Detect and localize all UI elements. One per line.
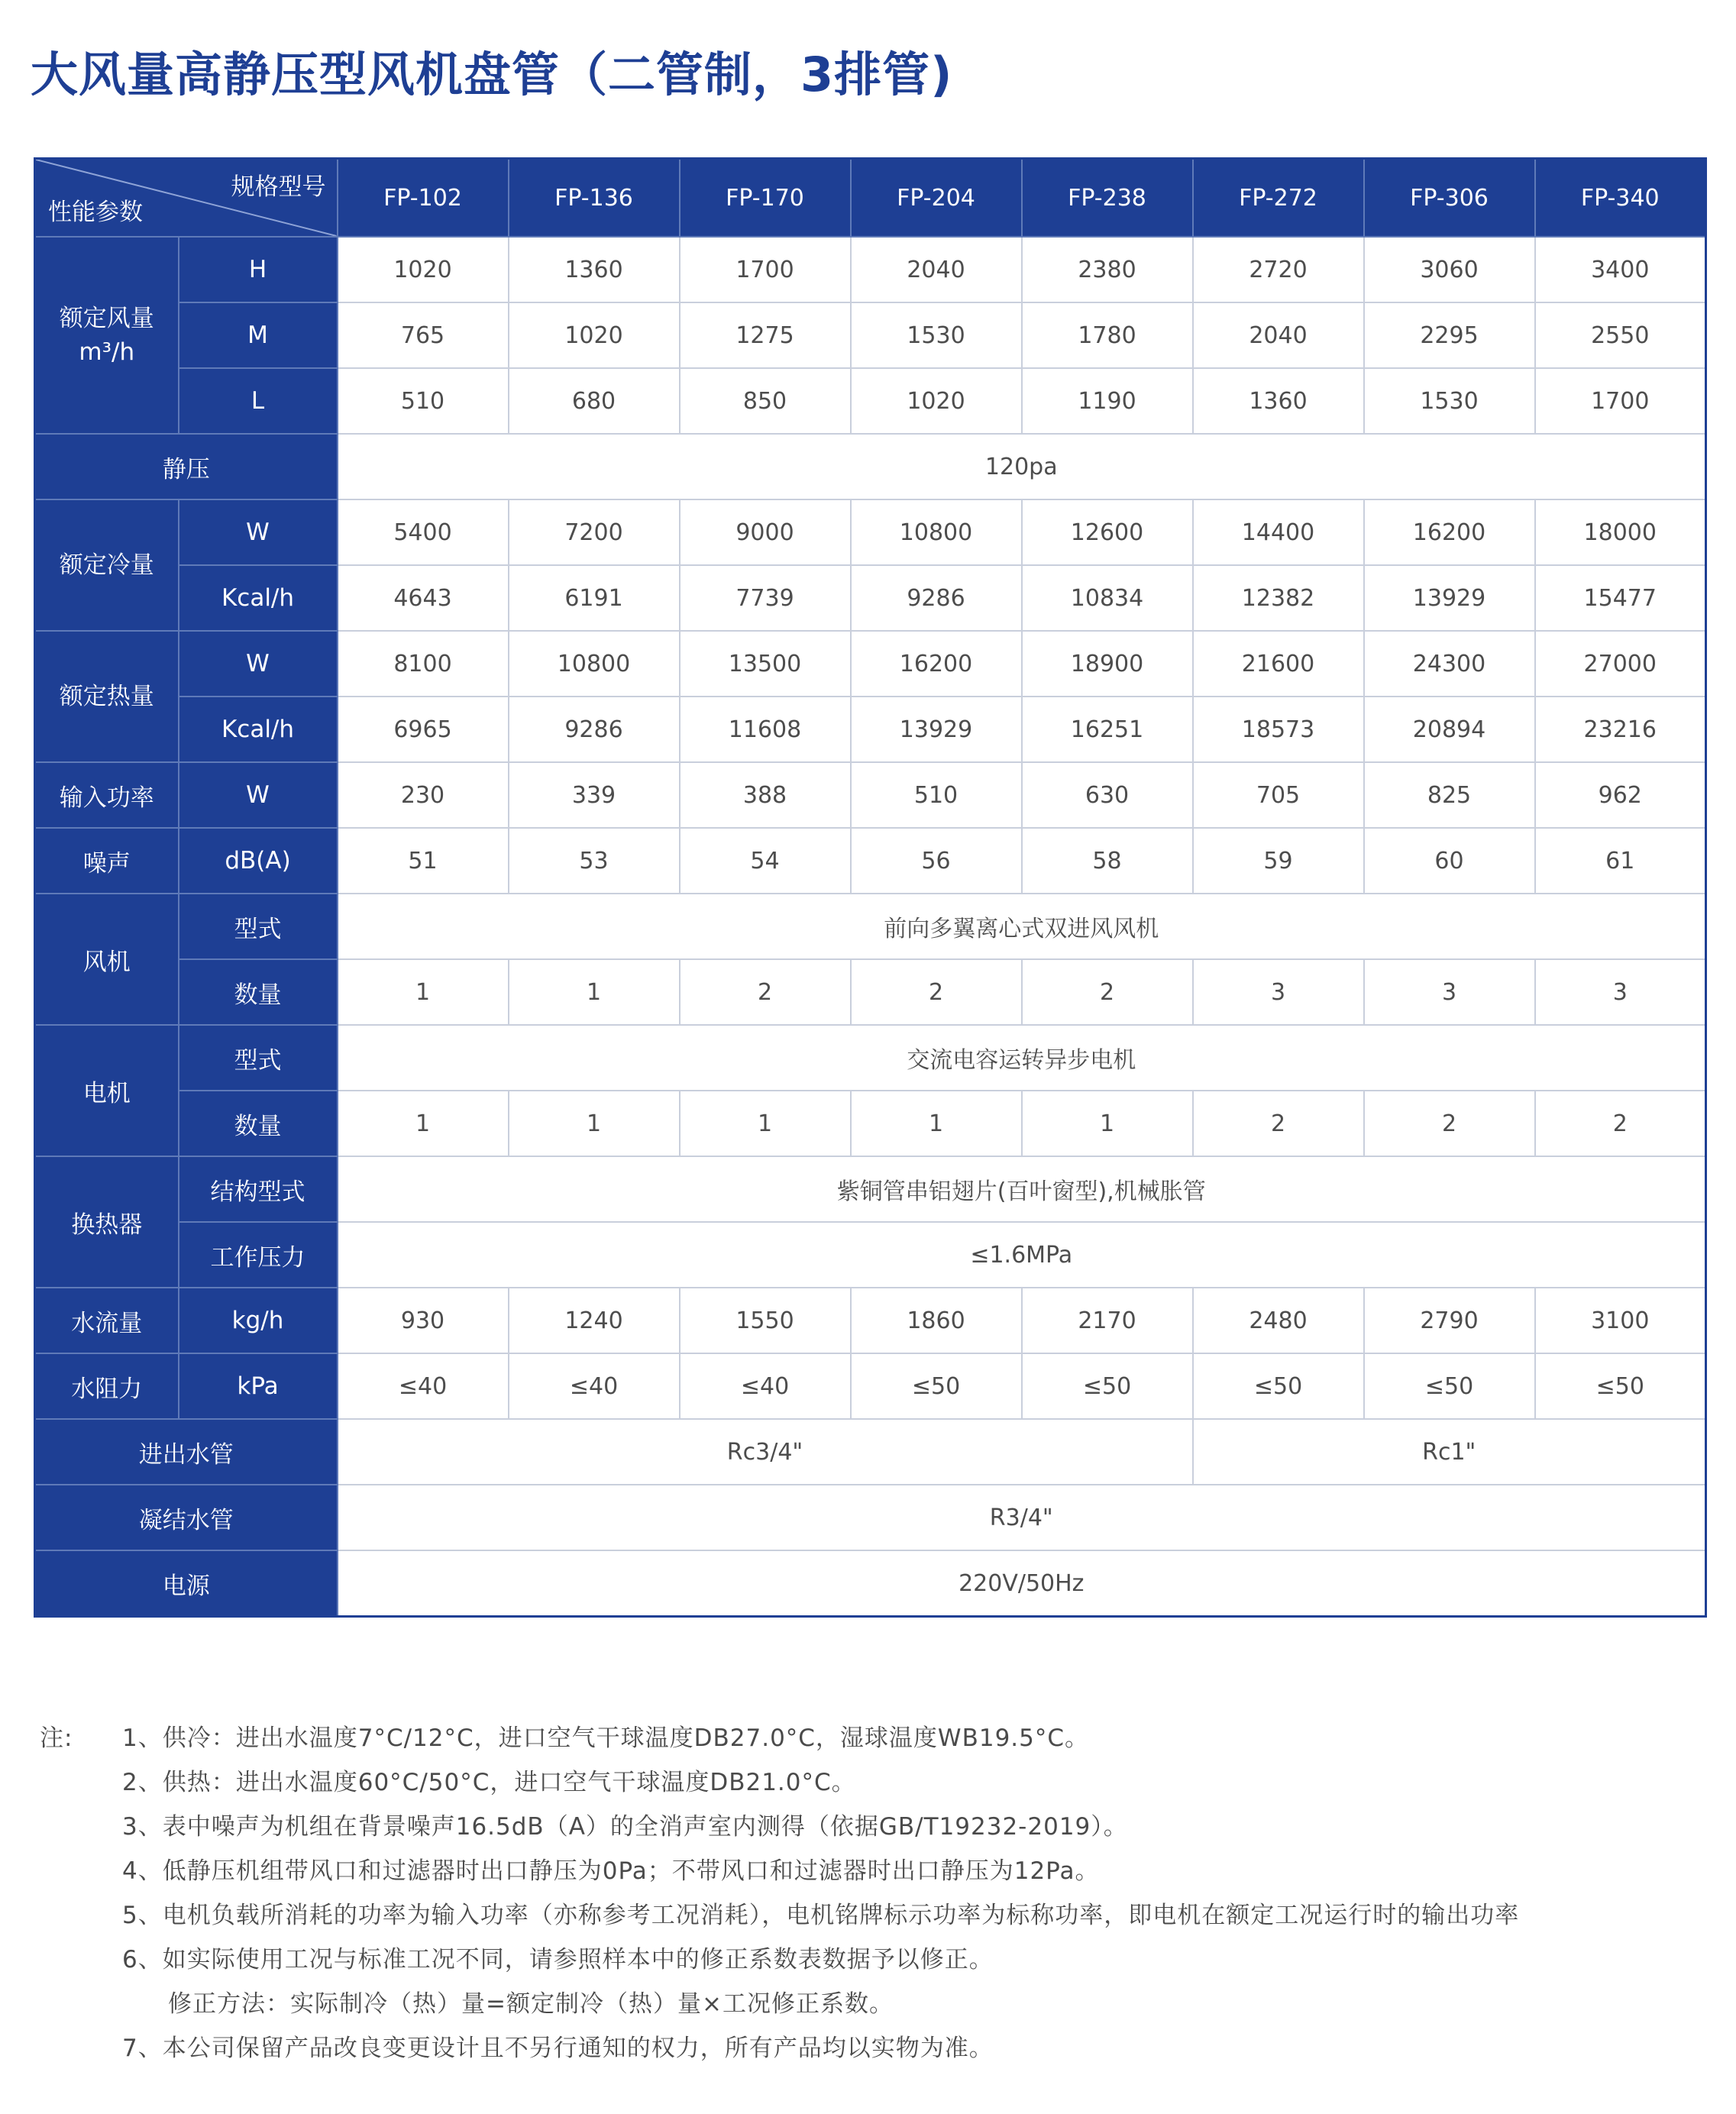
table-row [35, 697, 1706, 762]
heating-label: 额定热量 [35, 631, 179, 762]
note-line: 3、表中噪声为机组在背景噪声16.5dB（A）的全消声室内测得（依据GB/T19232-2019）。 [122, 1813, 1128, 1841]
pipe-value: Rc3/4" [338, 1419, 1193, 1485]
note-line: 修正方法：实际制冷（热）量=额定制冷（热）量×工况修正系数。 [168, 1990, 894, 2018]
power-value: 510 [851, 762, 1022, 828]
power-value: 962 [1535, 762, 1706, 828]
water_resistance-value: ≤50 [1193, 1353, 1364, 1419]
motor-qty-value: 1 [338, 1091, 509, 1156]
fan-qty-value: 3 [1535, 959, 1706, 1025]
corner-header [35, 159, 338, 238]
airflow-value: 2550 [1535, 302, 1706, 368]
airflow-value: 1020 [509, 302, 680, 368]
airflow-value: 1530 [1364, 368, 1535, 434]
corner-label-model: 规格型号 [231, 173, 326, 201]
model-header: FP-102 [338, 159, 509, 238]
header-row [35, 159, 1706, 238]
airflow-label-unit: m³/h [79, 338, 135, 366]
airflow-value: 850 [680, 368, 851, 434]
noise-value: 51 [338, 828, 509, 894]
cooling-value: 10800 [851, 499, 1022, 565]
power-value: 630 [1022, 762, 1193, 828]
heating-value: 24300 [1364, 631, 1535, 697]
cooling-value: 13929 [1364, 565, 1535, 631]
airflow-value: 2380 [1022, 237, 1193, 302]
fan-qty-value: 2 [680, 959, 851, 1025]
notes-label: 注: [40, 1724, 73, 1752]
fan-qty-value: 2 [1022, 959, 1193, 1025]
heating-value: 16200 [851, 631, 1022, 697]
airflow-value: 510 [338, 368, 509, 434]
spec-table [34, 157, 1707, 1618]
motor-label: 电机 [35, 1025, 179, 1156]
motor-qty-value: 1 [509, 1091, 680, 1156]
exchanger-label: 换热器 [35, 1156, 179, 1288]
note-line: 7、本公司保留产品改良变更设计且不另行通知的权力，所有产品均以实物为准。 [122, 2035, 994, 2062]
water_flow-value: 930 [338, 1288, 509, 1353]
water_resistance-value: ≤50 [851, 1353, 1022, 1419]
table-row [35, 631, 1706, 697]
fan-type-label: 型式 [179, 894, 338, 959]
airflow-value: 765 [338, 302, 509, 368]
heating-value: 13929 [851, 697, 1022, 762]
motor-type-value: 交流电容运转异步电机 [338, 1025, 1706, 1091]
water_flow-value: 1240 [509, 1288, 680, 1353]
water_resistance-value: ≤40 [680, 1353, 851, 1419]
cooling-value: 4643 [338, 565, 509, 631]
water_flow-value: 2170 [1022, 1288, 1193, 1353]
model-header: FP-306 [1364, 159, 1535, 238]
heating-value: 18900 [1022, 631, 1193, 697]
water_flow-value: 1550 [680, 1288, 851, 1353]
power_supply-label: 电源 [35, 1550, 338, 1617]
pipe-value: Rc1" [1193, 1419, 1706, 1485]
heating-value: 11608 [680, 697, 851, 762]
noise-value: 54 [680, 828, 851, 894]
cooling-value: 15477 [1535, 565, 1706, 631]
cooling-unit: Kcal/h [179, 565, 338, 631]
fan-qty-value: 3 [1364, 959, 1535, 1025]
cooling-unit: W [179, 499, 338, 565]
water_flow-value: 1860 [851, 1288, 1022, 1353]
heating-value: 13500 [680, 631, 851, 697]
airflow-value: 2295 [1364, 302, 1535, 368]
table-row [35, 499, 1706, 565]
fan-type-value: 前向多翼离心式双进风风机 [338, 894, 1706, 959]
condensate-label: 凝结水管 [35, 1485, 338, 1550]
power-value: 339 [509, 762, 680, 828]
exchanger-struct-value: 紫铜管串铝翅片(百叶窗型),机械胀管 [338, 1156, 1706, 1222]
noise-value: 61 [1535, 828, 1706, 894]
exchanger-pressure-value: ≤1.6MPa [338, 1222, 1706, 1288]
corner-label-params: 性能参数 [48, 199, 143, 226]
note-line: 2、供热：进出水温度60°C/50°C，进口空气干球温度DB21.0°C。 [122, 1769, 856, 1796]
water_resistance-value: ≤50 [1364, 1353, 1535, 1419]
motor-qty-value: 1 [1022, 1091, 1193, 1156]
page-title: 大风量高静压型风机盘管（二管制，3排管) [31, 47, 953, 102]
motor-qty-value: 1 [851, 1091, 1022, 1156]
power-value: 825 [1364, 762, 1535, 828]
airflow-unit: L [179, 368, 338, 434]
motor-type-label: 型式 [179, 1025, 338, 1091]
condensate-value: R3/4" [338, 1485, 1706, 1550]
water_resistance-value: ≤50 [1022, 1353, 1193, 1419]
water_flow-unit: kg/h [179, 1288, 338, 1353]
heating-value: 8100 [338, 631, 509, 697]
airflow-value: 2040 [1193, 302, 1364, 368]
airflow-label-line1: 额定风量 [59, 305, 154, 332]
static-pressure-value: 120pa [338, 434, 1706, 499]
airflow-value: 1190 [1022, 368, 1193, 434]
power-value: 388 [680, 762, 851, 828]
motor-qty-value: 2 [1193, 1091, 1364, 1156]
fan-label: 风机 [35, 894, 179, 1025]
noise-unit: dB(A) [179, 828, 338, 894]
cooling-value: 14400 [1193, 499, 1364, 565]
airflow-value: 1530 [851, 302, 1022, 368]
water_flow-value: 2480 [1193, 1288, 1364, 1353]
note-line: 1、供冷：进出水温度7°C/12°C，进口空气干球温度DB27.0°C，湿球温度WB19.5°C。 [122, 1724, 1090, 1752]
noise-label: 噪声 [35, 828, 179, 894]
model-header: FP-204 [851, 159, 1022, 238]
water_flow-label: 水流量 [35, 1288, 179, 1353]
water_flow-value: 3100 [1535, 1288, 1706, 1353]
airflow-value: 2040 [851, 237, 1022, 302]
heating-value: 21600 [1193, 631, 1364, 697]
airflow-unit: H [179, 237, 338, 302]
water_flow-value: 2790 [1364, 1288, 1535, 1353]
airflow-value: 1700 [1535, 368, 1706, 434]
cooling-value: 12600 [1022, 499, 1193, 565]
airflow-value: 1360 [1193, 368, 1364, 434]
airflow-unit: M [179, 302, 338, 368]
cooling-value: 10834 [1022, 565, 1193, 631]
noise-value: 60 [1364, 828, 1535, 894]
airflow-value: 1360 [509, 237, 680, 302]
motor-qty-value: 2 [1364, 1091, 1535, 1156]
cooling-value: 9000 [680, 499, 851, 565]
power-label: 输入功率 [35, 762, 179, 828]
model-header: FP-170 [680, 159, 851, 238]
table-row [35, 302, 1706, 368]
power_supply-value: 220V/50Hz [338, 1550, 1706, 1617]
water_resistance-value: ≤40 [338, 1353, 509, 1419]
power-value: 230 [338, 762, 509, 828]
fan-qty-value: 1 [338, 959, 509, 1025]
cooling-value: 6191 [509, 565, 680, 631]
fan-qty-value: 1 [509, 959, 680, 1025]
model-header: FP-340 [1535, 159, 1706, 238]
airflow-value: 3060 [1364, 237, 1535, 302]
motor-qty-value: 2 [1535, 1091, 1706, 1156]
fan-qty-label: 数量 [179, 959, 338, 1025]
water_resistance-value: ≤40 [509, 1353, 680, 1419]
airflow-value: 680 [509, 368, 680, 434]
static-pressure-label: 静压 [35, 434, 338, 499]
table-row [35, 368, 1706, 434]
fan-qty-value: 3 [1193, 959, 1364, 1025]
cooling-value: 7739 [680, 565, 851, 631]
cooling-value: 9286 [851, 565, 1022, 631]
exchanger-pressure-label: 工作压力 [179, 1222, 338, 1288]
table-row [35, 565, 1706, 631]
motor-qty-value: 1 [680, 1091, 851, 1156]
noise-value: 53 [509, 828, 680, 894]
airflow-value: 1020 [338, 237, 509, 302]
airflow-value: 2720 [1193, 237, 1364, 302]
cooling-value: 18000 [1535, 499, 1706, 565]
airflow-value: 1020 [851, 368, 1022, 434]
noise-value: 58 [1022, 828, 1193, 894]
cooling-label: 额定冷量 [35, 499, 179, 631]
airflow-label [35, 237, 179, 434]
table-row [35, 237, 1706, 302]
heating-unit: Kcal/h [179, 697, 338, 762]
cooling-value: 5400 [338, 499, 509, 565]
heating-value: 6965 [338, 697, 509, 762]
power-value: 705 [1193, 762, 1364, 828]
note-line: 5、电机负载所消耗的功率为输入功率（亦称参考工况消耗），电机铭牌标示功率为标称功率，即电机在额定工况运行时的输出功率 [122, 1902, 1520, 1929]
note-line: 6、如实际使用工况与标准工况不同，请参照样本中的修正系数表数据予以修正。 [122, 1946, 994, 1973]
heating-value: 9286 [509, 697, 680, 762]
noise-value: 59 [1193, 828, 1364, 894]
heating-value: 16251 [1022, 697, 1193, 762]
pipe-label: 进出水管 [35, 1419, 338, 1485]
cooling-value: 12382 [1193, 565, 1364, 631]
heating-value: 10800 [509, 631, 680, 697]
heating-value: 27000 [1535, 631, 1706, 697]
water_resistance-label: 水阻力 [35, 1353, 179, 1419]
motor-qty-label: 数量 [179, 1091, 338, 1156]
note-line: 4、低静压机组带风口和过滤器时出口静压为0Pa；不带风口和过滤器时出口静压为12Pa。 [122, 1857, 1100, 1885]
model-header: FP-238 [1022, 159, 1193, 238]
water_resistance-unit: kPa [179, 1353, 338, 1419]
water_resistance-value: ≤50 [1535, 1353, 1706, 1419]
power-unit: W [179, 762, 338, 828]
heating-value: 20894 [1364, 697, 1535, 762]
noise-value: 56 [851, 828, 1022, 894]
heating-value: 18573 [1193, 697, 1364, 762]
airflow-value: 1275 [680, 302, 851, 368]
fan-qty-value: 2 [851, 959, 1022, 1025]
exchanger-struct-label: 结构型式 [179, 1156, 338, 1222]
model-header: FP-272 [1193, 159, 1364, 238]
cooling-value: 16200 [1364, 499, 1535, 565]
cooling-value: 7200 [509, 499, 680, 565]
heating-value: 23216 [1535, 697, 1706, 762]
airflow-value: 1780 [1022, 302, 1193, 368]
airflow-value: 1700 [680, 237, 851, 302]
model-header: FP-136 [509, 159, 680, 238]
heating-unit: W [179, 631, 338, 697]
airflow-value: 3400 [1535, 237, 1706, 302]
